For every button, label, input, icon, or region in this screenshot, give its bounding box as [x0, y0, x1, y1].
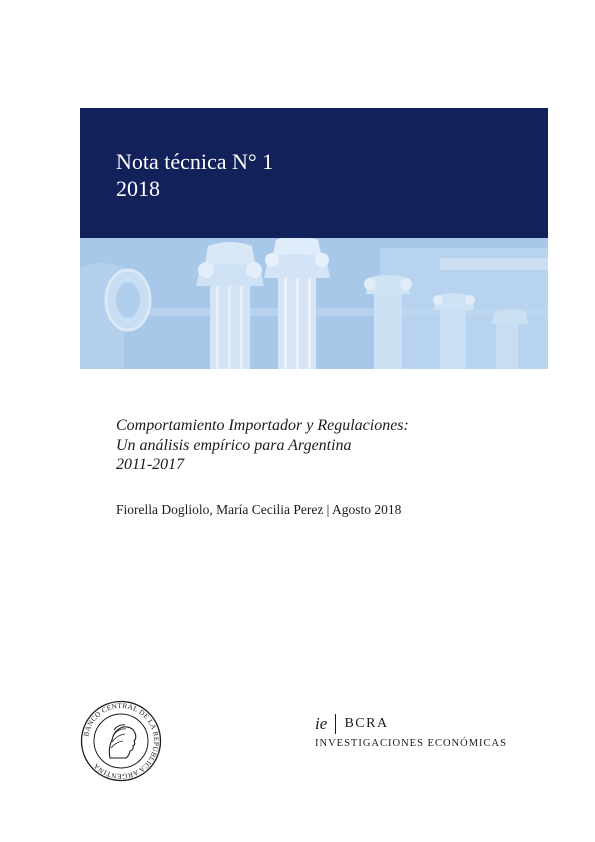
report-title-line-3: 2011-2017: [116, 456, 185, 473]
report-title-line-1: Comportamiento Importador y Regulaciones:: [116, 417, 409, 434]
note-number: Nota técnica N° 1: [116, 149, 274, 174]
division-name: INVESTIGACIONES ECONÓMICAS: [315, 738, 507, 749]
cover-columns-image: [80, 238, 548, 369]
note-year: 2018: [116, 176, 160, 201]
report-title-line-2: Un análisis empírico para Argentina: [116, 436, 352, 454]
report-title: [116, 416, 516, 475]
bcra-name: BCRA: [344, 716, 389, 731]
header-band: [80, 108, 548, 238]
ie-mark: ie: [315, 714, 328, 733]
bcra-seal-logo: [80, 700, 162, 782]
ie-bcra-logo: [315, 714, 389, 734]
logo-divider: [335, 714, 336, 734]
svg-text:BANCO CENTRAL DE LA REPÚBLICA: BANCO CENTRAL DE LA REPÚBLICA ARGENTINA: [82, 701, 161, 781]
byline: Fiorella Dogliolo, María Cecilia Perez | Agosto 2018: [116, 502, 402, 517]
note-title: [116, 148, 273, 202]
